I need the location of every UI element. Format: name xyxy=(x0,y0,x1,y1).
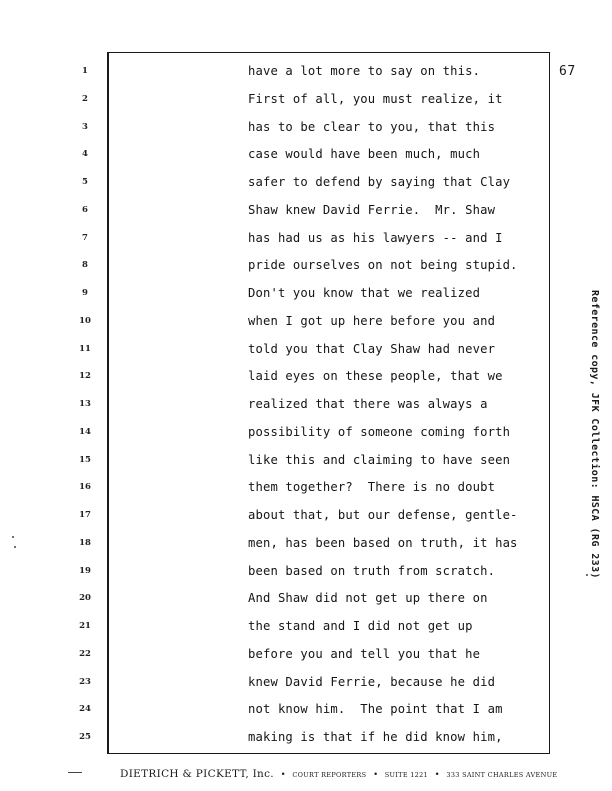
transcript-line: laid eyes on these people, that we xyxy=(248,369,503,384)
line-number: 14 xyxy=(79,426,91,437)
scan-speck xyxy=(68,772,82,773)
line-number: 7 xyxy=(82,232,88,243)
footer-bullet: • xyxy=(434,770,440,780)
transcript-line: pride ourselves on not being stupid. xyxy=(248,258,518,273)
transcript-line: have a lot more to say on this. xyxy=(248,64,481,78)
transcript-line: men, has been based on truth, it has xyxy=(248,535,518,550)
scan-speck xyxy=(14,546,16,548)
transcript-line: when I got up here before you and xyxy=(248,313,496,328)
line-number: 12 xyxy=(79,371,91,382)
page-number: 67 xyxy=(559,64,576,79)
line-number: 22 xyxy=(79,648,91,659)
transcript-line: not know him. The point that I am xyxy=(248,702,503,717)
line-number: 1 xyxy=(82,66,88,76)
transcript-line: knew David Ferrie, because he did xyxy=(248,674,496,689)
line-number: 4 xyxy=(82,149,88,160)
line-number: 16 xyxy=(79,482,91,493)
line-number: 9 xyxy=(82,288,88,298)
transcript-line: And Shaw did not get up there on xyxy=(248,591,488,606)
footer-suite: SUITE 1221 xyxy=(384,771,428,779)
footer-bullet: • xyxy=(280,770,286,780)
transcript-line: safer to defend by saying that Clay xyxy=(248,175,511,189)
transcript-line: the stand and I did not get up xyxy=(248,619,473,633)
transcript-line: case would have been much, much xyxy=(248,147,481,162)
line-number: 10 xyxy=(79,315,91,326)
transcript-line: Don't you know that we realized xyxy=(248,286,481,300)
line-number: 20 xyxy=(79,593,91,604)
transcript-line: making is that if he did know him, xyxy=(248,730,503,744)
transcript-line: Shaw knew David Ferrie. Mr. Shaw xyxy=(248,202,496,217)
line-number: 11 xyxy=(79,343,91,354)
scan-speck xyxy=(586,574,588,576)
transcript-line: them together? There is no doubt xyxy=(248,480,496,495)
transcript-line: been based on truth from scratch. xyxy=(248,563,496,578)
line-number: 5 xyxy=(82,177,88,187)
line-number: 25 xyxy=(79,732,91,742)
line-number: 19 xyxy=(79,565,91,576)
scan-speck xyxy=(12,536,14,538)
transcript-line: has had us as his lawyers -- and I xyxy=(248,230,503,245)
transcript-line: First of all, you must realize, it xyxy=(248,91,503,106)
transcript-line: like this and claiming to have seen xyxy=(248,452,511,467)
line-number: 15 xyxy=(79,454,91,465)
line-number: 24 xyxy=(79,704,91,715)
footer-firm: DIETRICH & PICKETT, Inc. xyxy=(120,768,274,780)
line-number: 18 xyxy=(79,537,91,548)
line-number: 6 xyxy=(82,204,88,215)
line-number: 17 xyxy=(79,510,91,520)
line-number: 3 xyxy=(82,121,88,132)
line-number: 8 xyxy=(82,260,88,271)
transcript-line: before you and tell you that he xyxy=(248,646,481,661)
footer-reporters: COURT REPORTERS xyxy=(292,771,367,779)
line-number: 2 xyxy=(82,93,88,104)
line-number: 23 xyxy=(79,676,91,687)
transcript-line: about that, but our defense, gentle- xyxy=(248,508,518,522)
transcript-line: has to be clear to you, that this xyxy=(248,119,496,134)
transcript-line: possibility of someone coming forth xyxy=(248,424,511,439)
line-number: 13 xyxy=(79,399,91,409)
footer xyxy=(120,768,560,780)
footer-address: 333 SAINT CHARLES AVENUE xyxy=(446,771,558,779)
transcript-line: told you that Clay Shaw had never xyxy=(248,341,496,356)
footer-bullet: • xyxy=(373,770,379,780)
line-number: 21 xyxy=(79,621,91,631)
reference-copy-note: Reference copy, JFK Collection: HSCA (RG 233) xyxy=(589,290,600,579)
transcript-line: realized that there was always a xyxy=(248,397,488,411)
